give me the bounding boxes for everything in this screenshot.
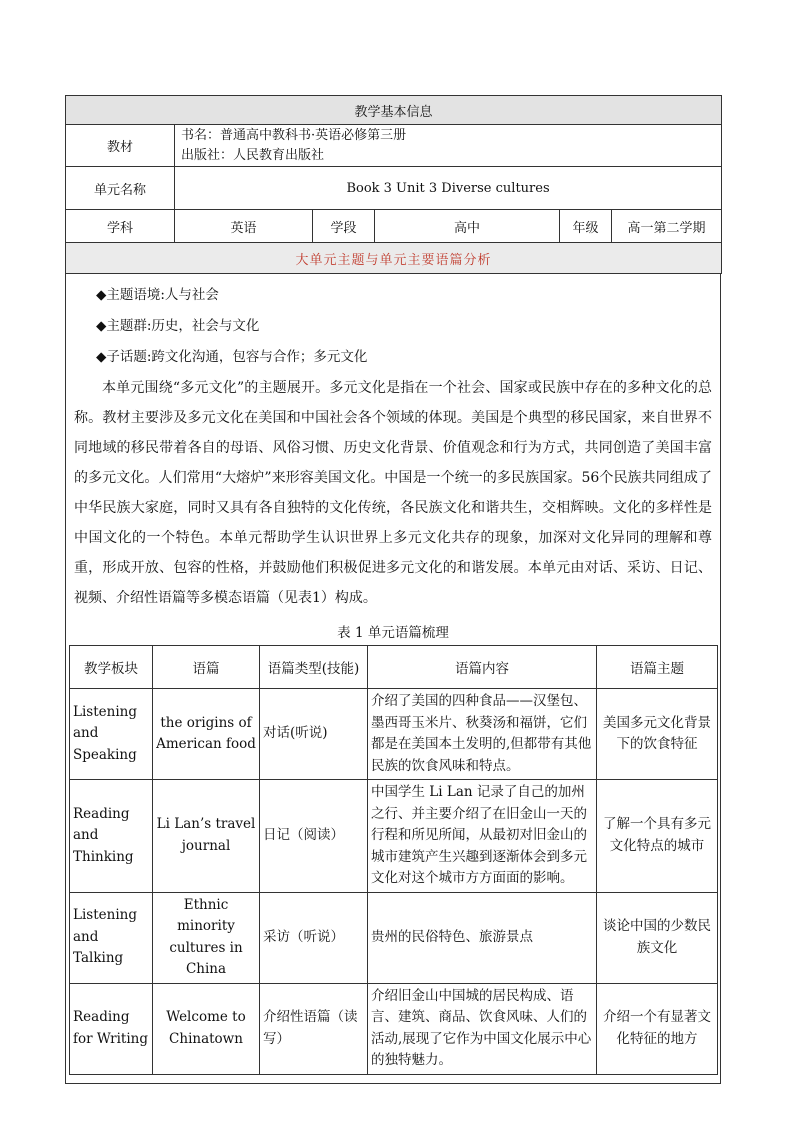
analysis-section [65, 274, 721, 1084]
col-header-content: 语篇内容 [368, 646, 597, 689]
textbook-value [175, 125, 722, 167]
cell-text: the origins of American food [153, 689, 260, 780]
cell-text: Li Lan’s travel journal [153, 780, 260, 893]
bullet-theme-group: ◆主题群:历史，社会与文化 [96, 318, 260, 334]
cell-block: Listening and Talking [70, 892, 153, 983]
cell-block: Reading and Thinking [70, 780, 153, 893]
cell-theme: 美国多元文化背景下的饮食特征 [597, 689, 718, 780]
grade-label: 年级 [560, 210, 612, 243]
subject-label: 学科 [66, 210, 175, 243]
cell-type: 日记（阅读） [260, 780, 368, 893]
cell-block: Reading for Writing [70, 983, 153, 1074]
basic-info-header: 教学基本信息 [66, 96, 722, 125]
col-header-text: 语篇 [153, 646, 260, 689]
table-caption: 表 1 单元语篇梳理 [337, 625, 449, 641]
cell-theme: 了解一个具有多元文化特点的城市 [597, 780, 718, 893]
cell-text: Welcome to Chinatown [153, 983, 260, 1074]
unit-texts-table [69, 645, 718, 1075]
cell-type: 采访（听说） [260, 892, 368, 983]
col-header-theme: 语篇主题 [597, 646, 718, 689]
cell-content: 介绍了美国的四种食品——汉堡包、墨西哥玉米片、秋葵汤和福饼，它们都是在美国本土发明的,但都带有其他民族的饮食风味和特点。 [368, 689, 597, 780]
cell-theme: 谈论中国的少数民族文化 [597, 892, 718, 983]
cell-type: 介绍性语篇（读写） [260, 983, 368, 1074]
table-row [70, 689, 718, 780]
table-header-row [70, 646, 718, 689]
cell-type: 对话(听说) [260, 689, 368, 780]
unit-overview-paragraph: 本单元围绕“多元文化”的主题展开。多元文化是指在一个社会、国家或民族中存在的多种文化的总称。教材主要涉及多元文化在美国和中国社会各个领域的体现。美国是个典型的移民国家，来自世界不同地域的移民带着各自的母语、风俗习惯、历史文化背景、价值观念和行为方式，共同创造了美国丰富的多元文化。人们常用“大熔炉”来形容美国文化。中国是一个统一的多民族国家。56个民族共同组成了中华民族大家庭，同时又具有各自独特的文化传统，各民族文化和谐共生，交相辉映。文化的多样性是中国文化的一个特色。本单元帮助学生认识世界上多元文化共存的现象，加深对文化异同的理解和尊重，形成开放、包容的性格，并鼓励他们积极促进多元文化的和谐发展。本单元由对话、采访、日记、视频、介绍性语篇等多模态语篇（见表1）构成。 [74, 380, 712, 606]
cell-text: Ethnic minority cultures in China [153, 892, 260, 983]
cell-content: 介绍旧金山中国城的居民构成、语言、建筑、商品、饮食风味、人们的活动,展现了它作为中国文化展示中心的独特魅力。 [368, 983, 597, 1074]
cell-theme: 介绍一个有显著文化特征的地方 [597, 983, 718, 1074]
basic-info-table [65, 95, 722, 274]
unit-title: Book 3 Unit 3 Diverse cultures [175, 167, 722, 210]
lesson-plan-sheet [65, 95, 721, 1084]
bullet-context: ◆主题语境:人与社会 [96, 287, 219, 303]
grade-value: 高一第二学期 [612, 210, 722, 243]
table-row [70, 780, 718, 893]
col-header-block: 教学板块 [70, 646, 153, 689]
stage-value: 高中 [375, 210, 560, 243]
textbook-name: 书名：普通高中教科书·英语必修第三册 [181, 127, 407, 143]
analysis-title: 大单元主题与单元主要语篇分析 [66, 243, 722, 274]
bullet-subtopic: ◆子话题:跨文化沟通，包容与合作；多元文化 [96, 349, 368, 365]
cell-content: 贵州的民俗特色、旅游景点 [368, 892, 597, 983]
table-row [70, 983, 718, 1074]
textbook-publisher: 出版社：人民教育出版社 [181, 147, 325, 163]
stage-label: 学段 [313, 210, 375, 243]
subject-value: 英语 [175, 210, 313, 243]
table-row [70, 892, 718, 983]
unit-label: 单元名称 [66, 167, 175, 210]
cell-block: Listening and Speaking [70, 689, 153, 780]
cell-content: 中国学生 Li Lan 记录了自己的加州之行、并主要介绍了在旧金山一天的行程和所见所闻，从最初对旧金山的城市建筑产生兴趣到逐渐体会到多元文化对这个城市方方面面的影响。 [368, 780, 597, 893]
textbook-label: 教材 [66, 125, 175, 167]
col-header-type: 语篇类型(技能) [260, 646, 368, 689]
